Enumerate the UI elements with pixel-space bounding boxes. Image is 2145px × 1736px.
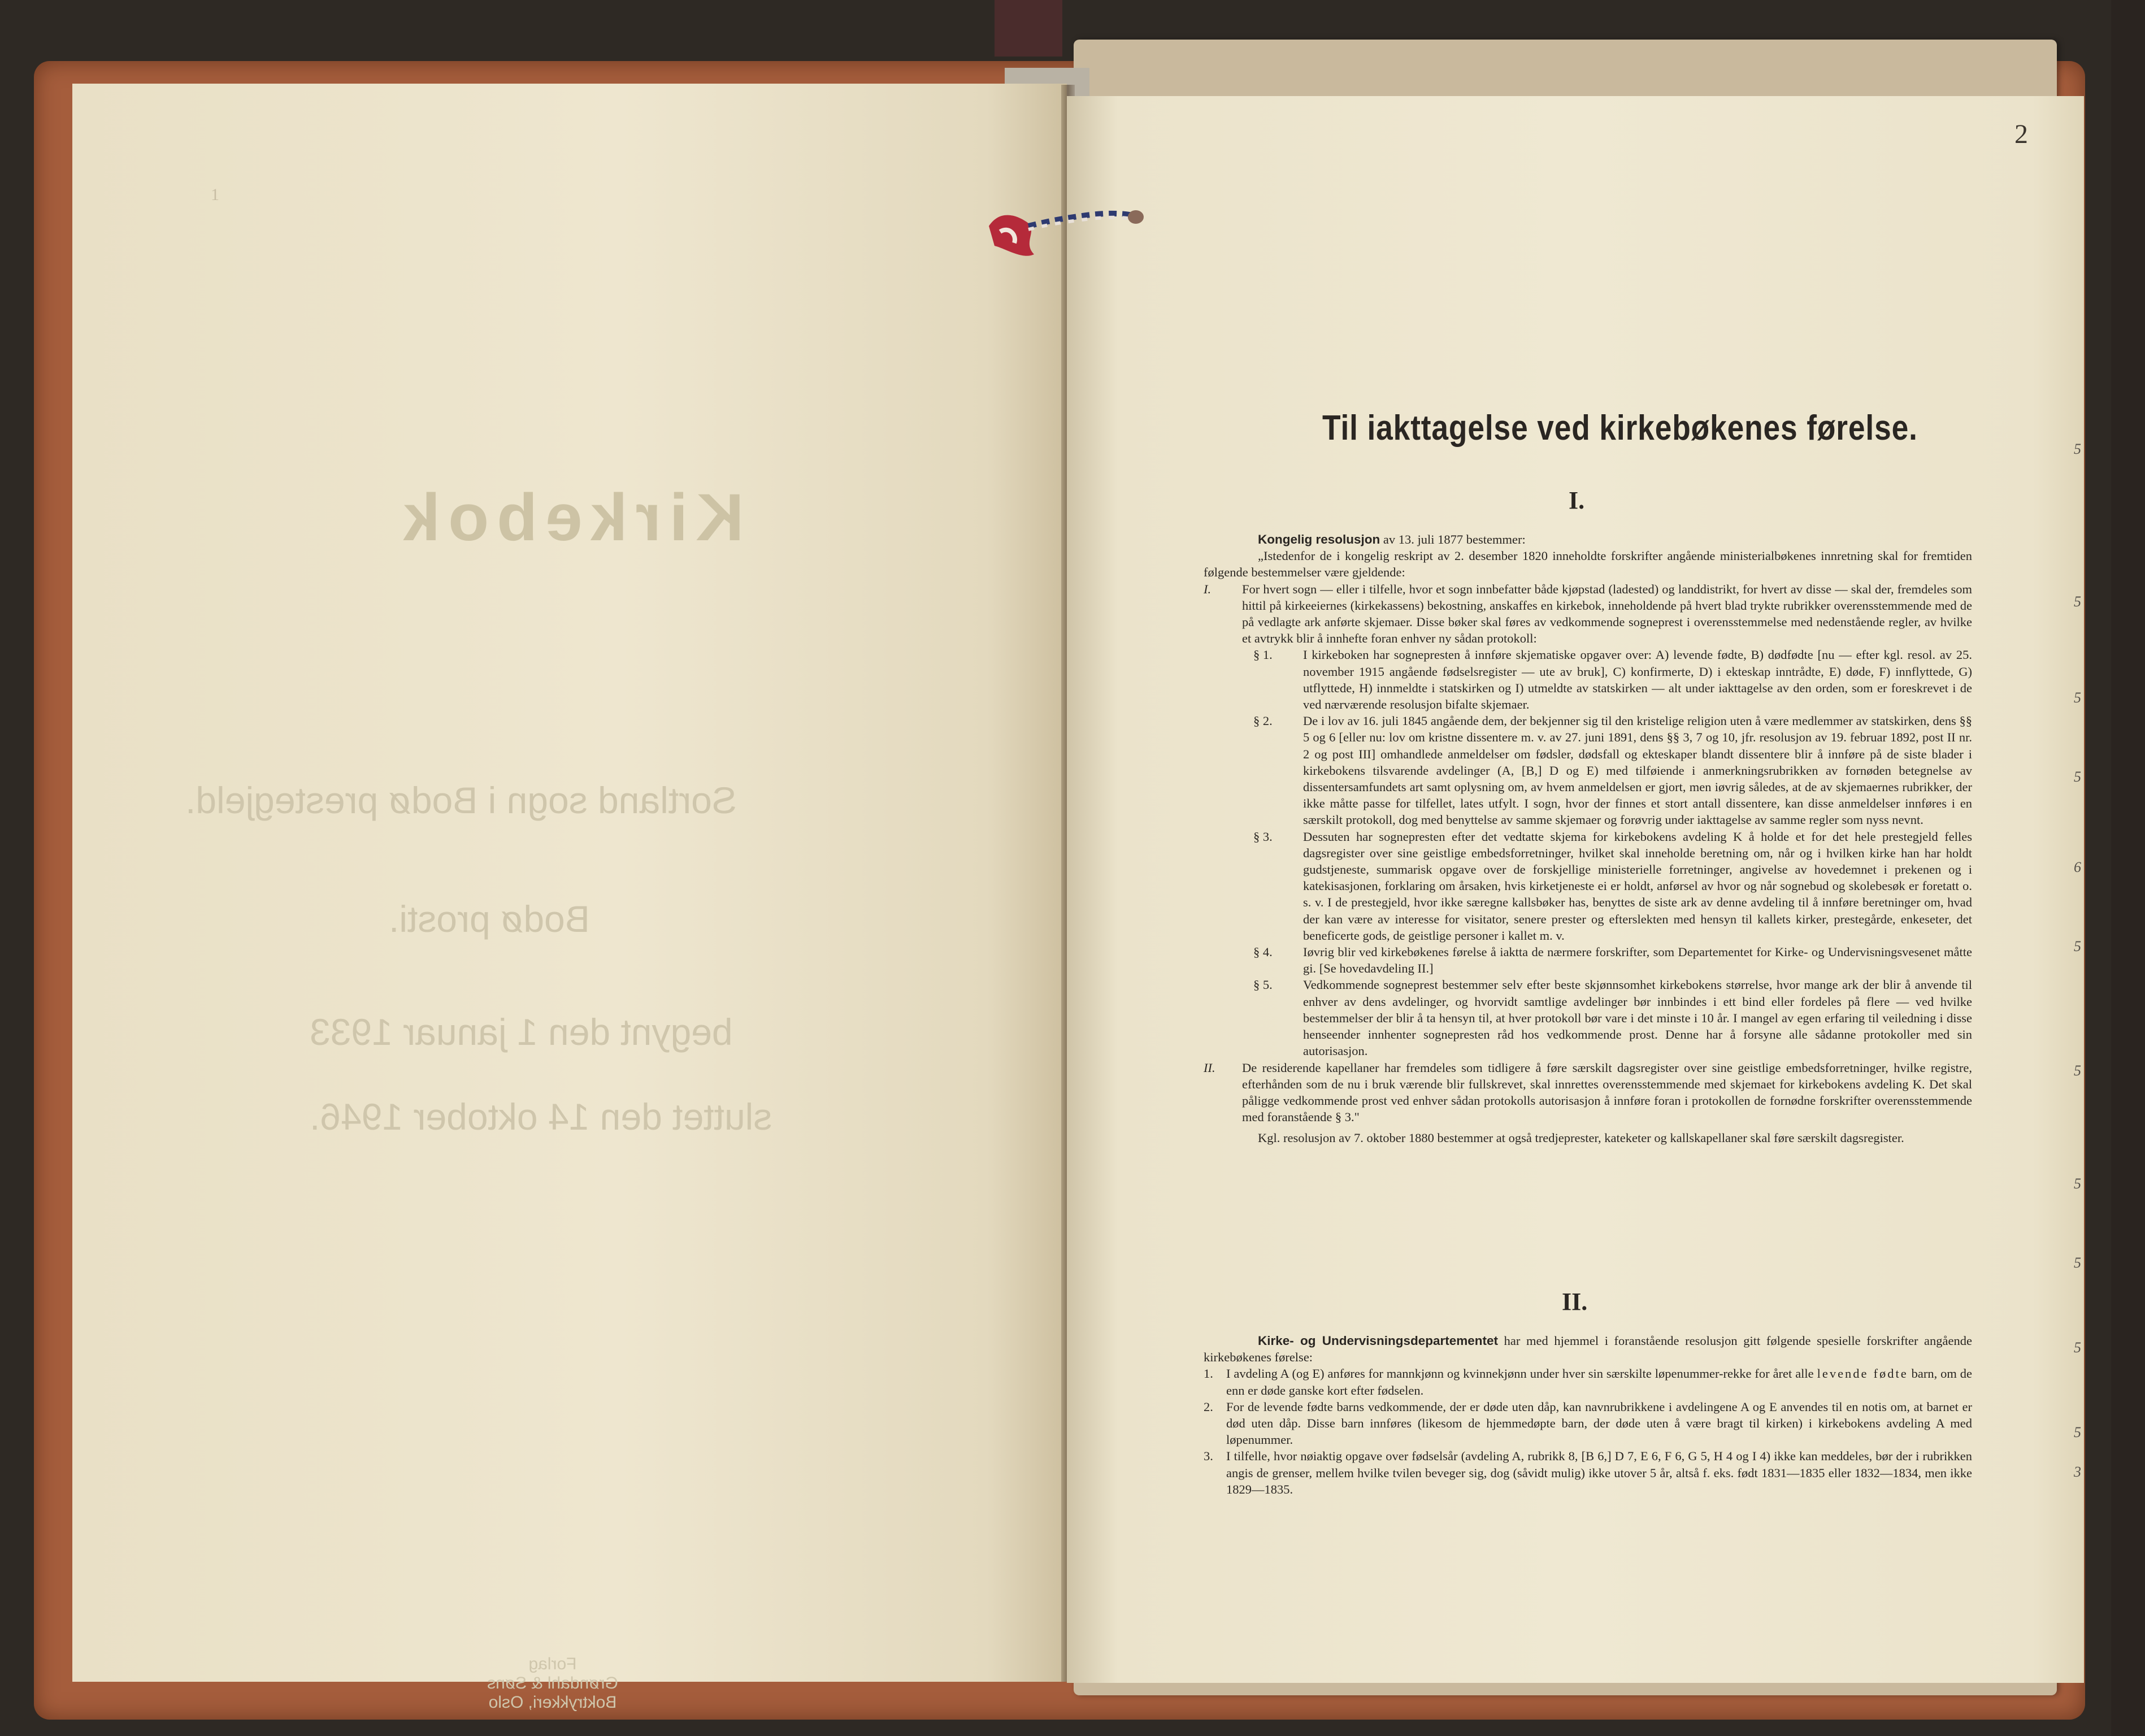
rule-number: 1. — [1204, 1366, 1213, 1381]
intro-bold: Kongelig resolusjon — [1258, 532, 1380, 546]
item-text: For hvert sogn — eller i tilfelle, hvor et sogn innbefatter både kjøpstad (ladested) og landdistrikt, for hvert av disse — skal der, fremdeles som hittil på kirkeeiernes (kirkekassens) bekostning, anskaffes en kirkebok, inneholdende på hvert blad trykte rubrikker overensstemmende med de på vedlagte ark anførte skjemaer. Disse bøker skal føres av vedkommende sogneprest i overensstemmelse med nedenstående regler, av hvilke et avtrykk blir å innhefte foran enhver ny sådan protokoll: — [1242, 581, 1972, 646]
paragraph-number: § 5. — [1253, 978, 1273, 992]
resolution-1880: Kgl. resolusjon av 7. oktober 1880 bestemmer at også tredjeprester, kateketer og kallskapellaner skal føre særskilt dagsregister. — [1258, 1131, 1904, 1145]
list-item — [1204, 976, 1972, 1059]
margin-mark: 5 — [2074, 1255, 2081, 1271]
rule-text-a: I avdeling A (og E) anføres for mannkjønn og kvinnekjønn under hver sin særskilte løpenummer-rekke for året alle — [1226, 1366, 1817, 1381]
faded-footer — [468, 1655, 637, 1712]
margin-mark: 6 — [2074, 859, 2081, 875]
section-2-body — [1204, 1333, 1972, 1498]
faded-footer-line2: Grøndahl & Søns Boktrykkeri, Oslo — [487, 1674, 618, 1712]
paragraph-text: Vedkommende sogneprest bestemmer selv efter beste skjønnsomhet kirkebokens størrelse, hvor mange ark der blir å anvende til enhver av dens avdelinger, og hvorvidt samtlige avdelinger bør innbindes i ett bind eller fordeles på flere — ved hvilke bestemmelser der blir å ta hensyn til, at hver protokoll bør vare i det minste i 10 år. I mangel av egen erfaring til veiledning i disse henseender innhenter sognepresten råd hos vedkommende prost. Denne har å forsyne alle sådanne protokoller med sin autorisasjon. — [1303, 978, 1972, 1058]
section-2-intro — [1204, 1333, 1972, 1365]
margin-mark: 5 — [2074, 938, 2081, 954]
margin-mark: 5 — [2074, 689, 2081, 706]
faded-prost-line: Bodø prosti. — [389, 898, 590, 940]
list-item — [1204, 1399, 1972, 1448]
list-item — [1204, 646, 1972, 713]
paragraph-text: Iøvrig blir ved kirkebøkenes førelse å iaktta de nærmere forskrifter, som Departementet for Kirke- og Undervisningsvesenet måtte gi. [Se hovedavdeling II.] — [1303, 945, 1972, 976]
margin-mark: 5 — [2074, 441, 2081, 457]
rule-number: 3. — [1204, 1449, 1213, 1464]
faded-sogn-line: Sortland sogn i Bodø prestegjeld. — [185, 779, 737, 821]
intro-rest: har med hjemmel i foranstående resolusjon gitt følgende spesielle forskrifter angående kirkebøkenes førelse: — [1204, 1334, 1972, 1365]
item-text: De residerende kapellaner har fremdeles som tidligere å føre særskilt dagsregister over sine geistlige embedsforretninger, hvilke registre, efterhånden som de nu i bruk værende blir fullskrevet, skal innrettes overensstemmende med skjemaet for kirkebokens avdeling K. Det skal påligge vedkommende prost ved enhver sådan protokolls autorisasjon å innføre foran i protokollen de fornødne forskrifter overensstemmende med foranstående § 3." — [1242, 1060, 1972, 1125]
page-title: Til iakttagelse ved kirkebøkenes førelse. — [1322, 409, 1918, 448]
bookmark-ribbon-icon — [983, 192, 1153, 271]
paragraph-number: § 3. — [1253, 829, 1273, 844]
item-number: I. — [1204, 581, 1212, 596]
paragraph-number: § 4. — [1253, 945, 1273, 960]
paragraph-text: De i lov av 16. juli 1845 angående dem, der bekjenner sig til den kristelige religion uten å være medlemmer av statskirken, dens §§ 5 og 6 [eller nu: lov om kristne dissentere m. v. av 27. juni 1891, dens §§ 3, 7 og 10, jfr. resolusjon av 19. februar 1892, post II nr. 2 og post III] omhandlede anmeldelser om fødsler, dødsfall og ekteskaper blandt dissentere blir å innføre på de siste blader i kirkebokens tilsvarende avdelinger (A, [B,] D og E) med tilføiende i anmerkningsrubrikken av fornøden betegnelse av dissentersamfundets art samt oplysning om, av hvem anmeldelsen er gjort, men iøvrig således, at de av skjemaernes rubrikker, der ikke måtte passe for tilfellet, lates utfylt. I sogn, hvor der finnes et stort antall dissentere, kan disse anmeldelser innføres i en særskilt protokoll, dog med benyttelse av samme skjemaer og forøvrig under iakttagelse av samme regler som nyss nevnt. — [1303, 714, 1972, 827]
rule-text-spaced: levende fødte — [1817, 1366, 1908, 1381]
faded-begynt-line: begynt den 1 januar 1933 — [310, 1011, 733, 1053]
margin-mark: 5 — [2074, 593, 2081, 610]
section-1-quote: „Istedenfor de i kongelig reskript av 2. desember 1820 inneholdte forskrifter angående ministerialbøkenes innretning skal for fremtiden følgende bestemmelser være gjeldende: — [1204, 549, 1972, 580]
intro-bold: Kirke- og Undervisningsdepartementet — [1258, 1334, 1499, 1348]
intro-rest: av 13. juli 1877 bestemmer: — [1380, 532, 1526, 546]
rule-text-b: barn, om de enn er døde ganske kort efter fødselen. — [1226, 1366, 1972, 1398]
section-1-intro — [1204, 531, 1972, 548]
background-corner — [995, 0, 1062, 57]
paragraph-number: § 1. — [1253, 648, 1273, 662]
list-item — [1204, 1448, 1972, 1498]
background-right-edge — [2111, 0, 2145, 1736]
list-item — [1204, 828, 1972, 944]
margin-mark: 5 — [2074, 769, 2081, 785]
margin-mark: 5 — [2074, 1339, 2081, 1356]
list-item — [1204, 1060, 1972, 1126]
list-item — [1204, 944, 1972, 976]
paragraph-text: Dessuten har sognepresten efter det vedtatte skjema for kirkebokens avdeling K å holde et for det hele prestegjeld felles dagsregister over sine geistlige embedsforretninger, hvilket skal inneholde beretning om, når og i hvilken kirke han har holdt gudstjeneste, summarisk opgave over de forskjellige ministerielle forretninger, angivelse av hovedemnet i prekenen og i katekisasjonen, forklaring om årsaken, hvis kirketjeneste ei er holdt, anførsel av hvor og når sognebud og skolebesøk er foretatt o. s. v. I de prestegjeld, hvor ikke særegne kallsbøker has, benyttes de siste ark av denne avdeling til å innføre beretninger om, hvad der kan være av interesse for visitator, senere prester og efterslekten med hensyn til kallets kirker, prestegårde, enkeseter, det beneficerte gods, de geistlige personer i kallet m. v. — [1303, 829, 1972, 943]
paragraph-number: § 2. — [1253, 714, 1273, 728]
list-item — [1204, 1365, 1972, 1398]
section-heading-2: II. — [1562, 1288, 1588, 1316]
left-page-number: 1 — [211, 185, 219, 204]
rule-text — [1226, 1365, 1972, 1398]
rule-text: I tilfelle, hvor nøiaktig opgave over fødselsår (avdeling A, rubrikk 8, [B 6,] D 7, E 6, F 6, G 5, H 4 og I 4) ikke kan meddeles, bør der i rubrikken angis de grenser, mellem hvilke tvilen beveger sig, dog (såvidt mulig) ikke utover 5 år, altså f. eks. født 1831—1835 eller 1832—1834, men ikke 1829—1835. — [1226, 1449, 1972, 1496]
right-page-number: 2 — [2014, 119, 2028, 149]
section-heading-1: I. — [1569, 487, 1585, 514]
faded-title: Kirkebok — [395, 480, 744, 555]
rule-number: 2. — [1204, 1399, 1213, 1414]
faded-sluttet-line: sluttet den 14 oktober 1946. — [310, 1096, 772, 1138]
margin-annotations — [2074, 429, 2108, 1503]
section-1-body — [1204, 531, 1972, 1147]
list-item — [1204, 581, 1972, 647]
list-item — [1204, 713, 1972, 828]
faded-footer-line1: Forlag — [528, 1655, 577, 1673]
item-number: II. — [1204, 1060, 1215, 1075]
rule-text: For de levende fødte barns vedkommende, der er døde uten dåp, kan navnrubrikkene i avdelingene A og E anvendes til en notis om, at barnet er død uten dåp. Disse barn innføres (likesom de hjemmedøpte barn, der døde uten å være bragt til kirken) i kirkebokens avdeling A med løpenummer. — [1226, 1399, 1972, 1447]
margin-mark: 5 — [2074, 1424, 2081, 1440]
margin-mark: 3 — [2074, 1464, 2081, 1480]
margin-mark: 5 — [2074, 1062, 2081, 1079]
margin-mark: 5 — [2074, 1175, 2081, 1192]
paragraph-text: I kirkeboken har sognepresten å innføre skjematiske opgaver over: A) levende fødte, B) dødfødte [nu — efter kgl. resol. av 25. november 1915 angående fødselsregister — ute av bruk], C) konfirmerte, D) i ekteskap inntrådte, E) døde, F) innflyttede, G) utflyttede, H) innmeldte i statskirken og I) utmeldte av statskirken — alt under iakttagelse av den orden, som er foreskrevet i de ved nærværende resolusjon bifalte skjemaer. — [1303, 648, 1972, 712]
left-page — [72, 84, 1067, 1712]
